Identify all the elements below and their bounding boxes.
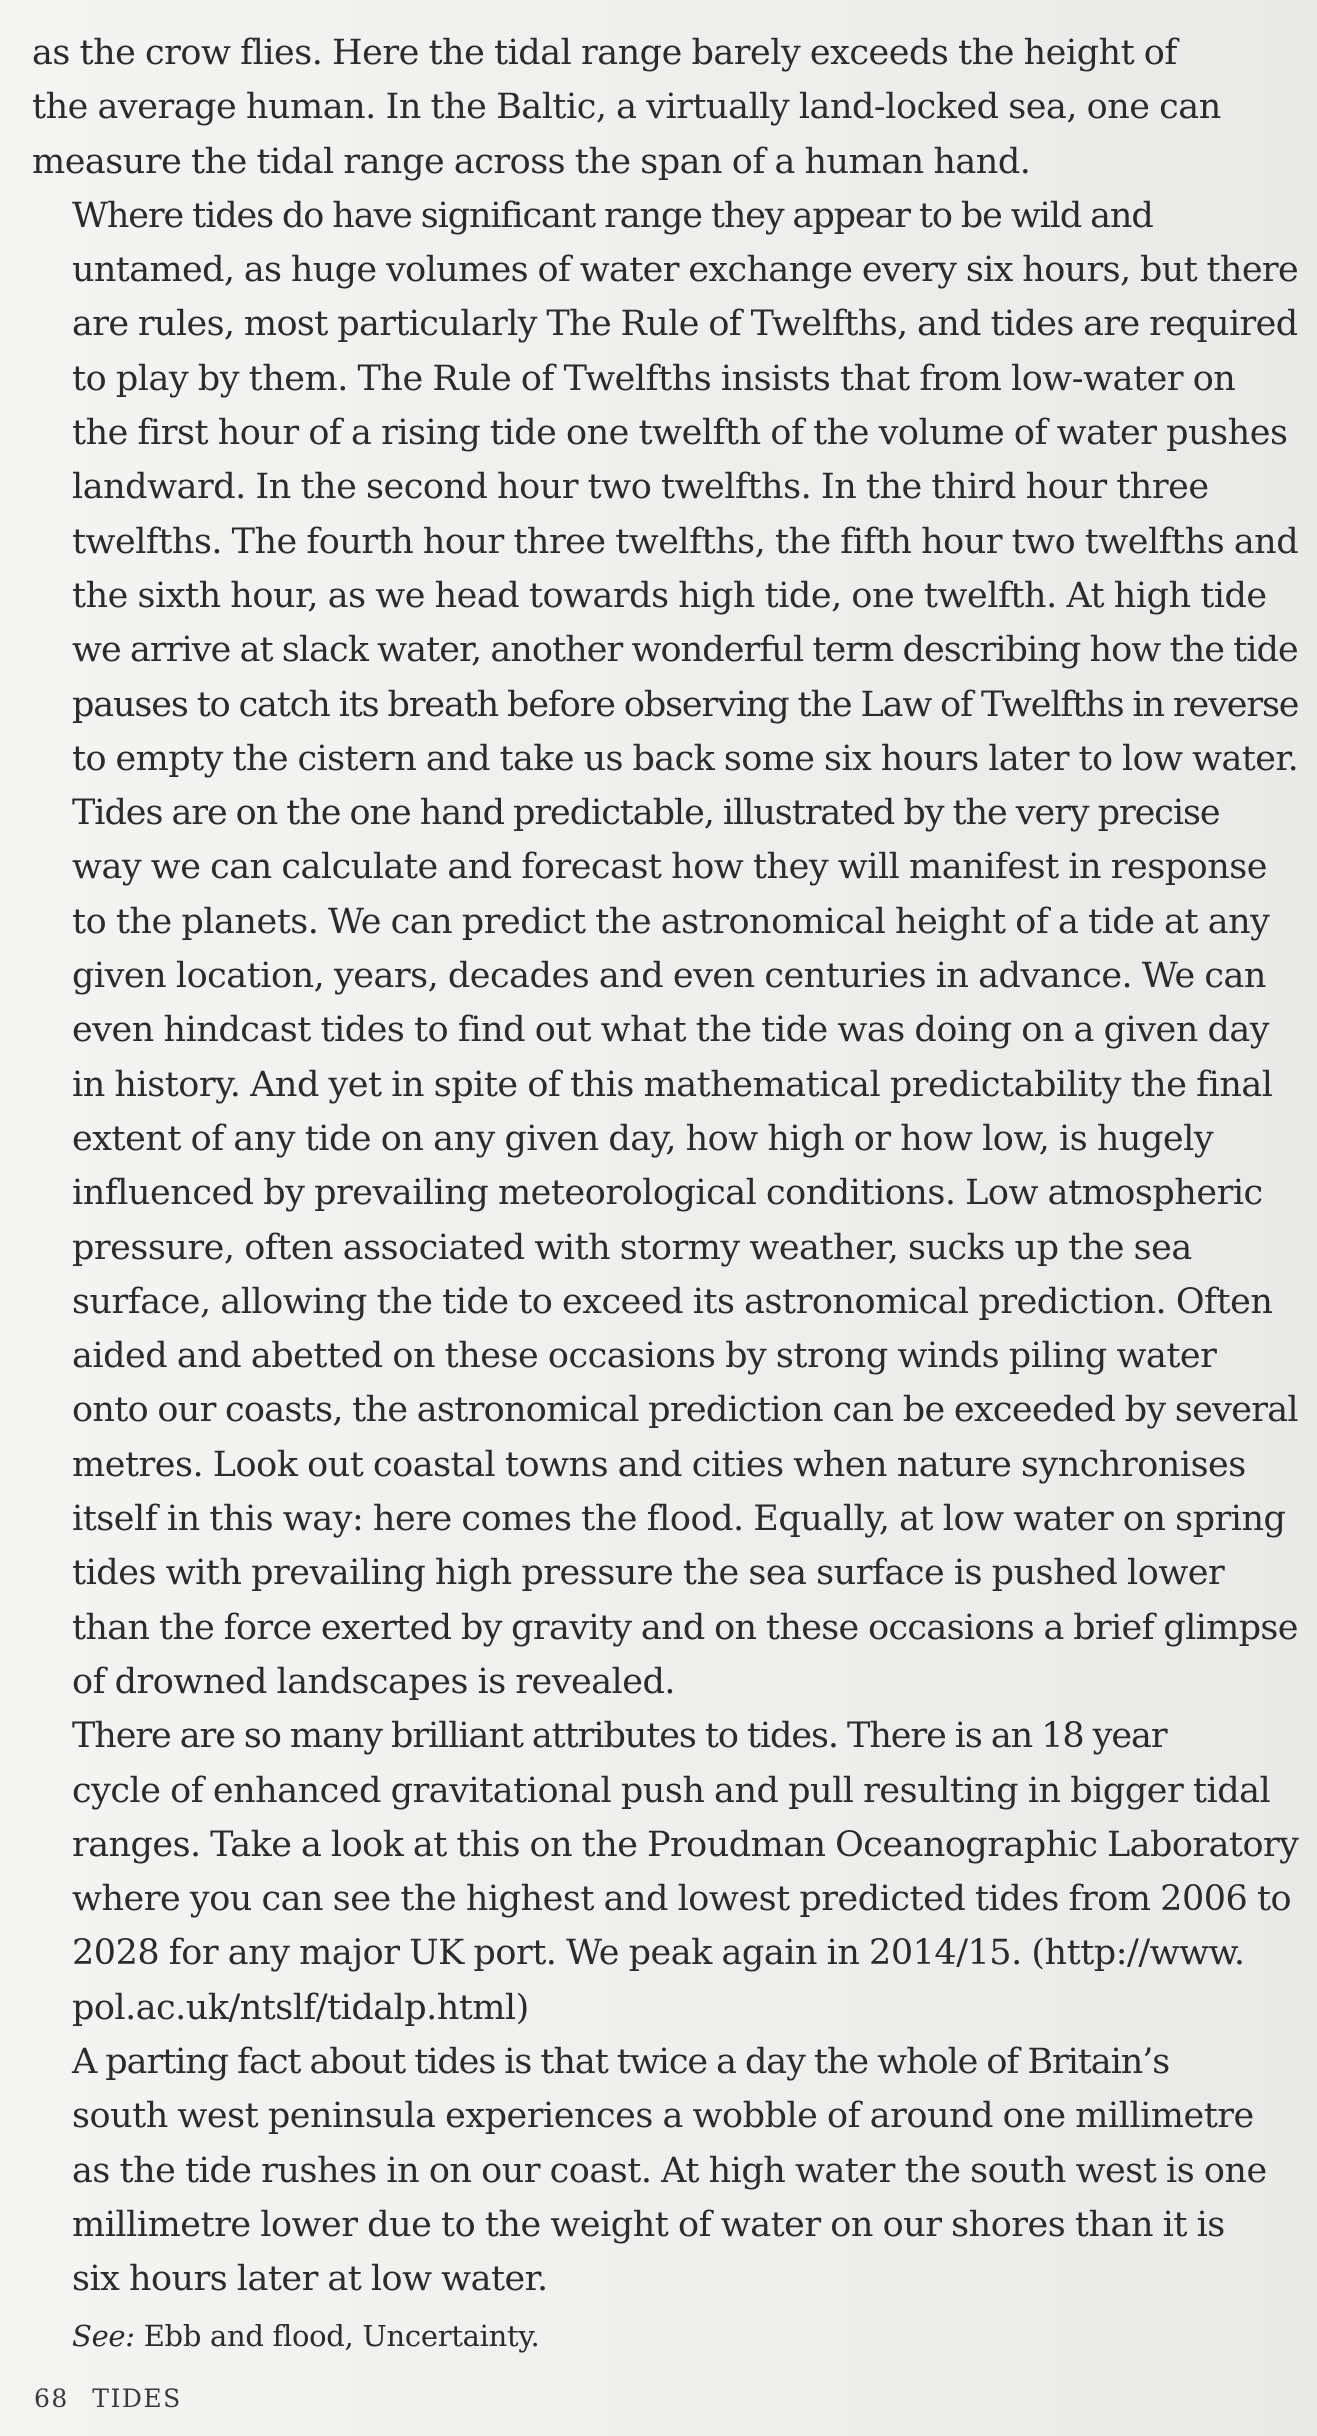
text-line: measure the tidal range across the span of a human hand.: [32, 141, 1031, 182]
text-line: we arrive at slack water, another wonderful term describing how the tide: [72, 630, 1298, 671]
text-line: of drowned landscapes is revealed.: [72, 1661, 675, 1702]
paragraph: [32, 2035, 1300, 2306]
article-text: [32, 26, 1300, 2306]
text-line: untamed, as huge volumes of water exchange every six hours, but there: [72, 250, 1299, 291]
text-line: where you can see the highest and lowest predicted tides from 2006 to: [72, 1879, 1292, 1920]
text-line: cycle of enhanced gravitational push and pull resulting in bigger tidal: [72, 1770, 1271, 1811]
text-line: as the crow flies. Here the tidal range barely exceeds the height of: [32, 33, 1177, 73]
paragraph: [32, 26, 1300, 189]
text-line: pauses to catch its breath before observing the Law of Twelfths in reverse: [72, 684, 1299, 725]
text-line: millimetre lower due to the weight of water on our shores than it is: [72, 2204, 1225, 2245]
text-line: given location, years, decades and even centuries in advance. We can: [72, 956, 1266, 997]
text-line: There are so many brilliant attributes to tides. There is an 18 year: [72, 1716, 1167, 1757]
text-line: landward. In the second hour two twelfths. In the third hour three: [72, 467, 1209, 508]
text-line: metres. Look out coastal towns and cities when nature synchronises: [72, 1444, 1246, 1485]
text-line: in history. And yet in spite of this mathematical predictability the final: [72, 1064, 1273, 1105]
text-line: pressure, often associated with stormy weather, sucks up the sea: [72, 1227, 1192, 1268]
text-line: as the tide rushes in on our coast. At high water the south west is one: [72, 2150, 1267, 2191]
page-number: 68: [34, 2384, 69, 2413]
text-line: south west peninsula experiences a wobble of around one millimetre: [72, 2096, 1254, 2137]
text-line: to empty the cistern and take us back some six hours later to low water.: [72, 738, 1299, 779]
text-line: are rules, most particularly The Rule of Twelfths, and tides are required: [72, 304, 1298, 345]
text-line: pol.ac.uk/ntslf/tidalp.html): [72, 1987, 529, 2028]
see-also-links: Ebb and flood, Uncertainty.: [143, 2319, 540, 2354]
see-also-label: See:: [72, 2319, 135, 2354]
text-line: twelfths. The fourth hour three twelfths, the fifth hour two twelfths and: [72, 521, 1299, 562]
text-line: the sixth hour, as we head towards high tide, one twelfth. At high tide: [72, 575, 1267, 616]
running-section-title: TIDES: [92, 2384, 182, 2413]
page-body: [32, 26, 1300, 2356]
text-line: Tides are on the one hand predictable, illustrated by the very precise: [72, 793, 1220, 834]
paragraph: [32, 1709, 1300, 2035]
text-line: influenced by prevailing meteorological conditions. Low atmospheric: [72, 1173, 1263, 1214]
text-line: onto our coasts, the astronomical prediction can be exceeded by several: [72, 1390, 1298, 1431]
see-also-reference: [72, 2316, 1300, 2356]
text-line: aided and abetted on these occasions by strong winds piling water: [72, 1336, 1217, 1377]
page-footer: [34, 2384, 182, 2413]
text-line: to play by them. The Rule of Twelfths insists that from low-water on: [72, 358, 1236, 399]
text-line: to the planets. We can predict the astronomical height of a tide at any: [72, 901, 1270, 942]
text-line: A parting fact about tides is that twice a day the whole of Britain’s: [72, 2041, 1170, 2082]
paragraph: [32, 189, 1300, 786]
text-line: the average human. In the Baltic, a virtually land-locked sea, one can: [32, 87, 1221, 128]
text-line: the first hour of a rising tide one twelfth of the volume of water pushes: [72, 413, 1288, 454]
paragraph: [32, 786, 1300, 1709]
text-line: six hours later at low water.: [72, 2259, 548, 2300]
text-line: ranges. Take a look at this on the Proudman Oceanographic Laboratory: [72, 1824, 1299, 1865]
text-line: extent of any tide on any given day, how high or how low, is hugely: [72, 1118, 1214, 1159]
text-line: itself in this way: here comes the flood. Equally, at low water on spring: [72, 1499, 1286, 1540]
text-line: than the force exerted by gravity and on these occasions a brief glimpse: [72, 1607, 1298, 1648]
text-line: way we can calculate and forecast how they will manifest in response: [72, 847, 1268, 888]
text-line: surface, allowing the tide to exceed its astronomical prediction. Often: [72, 1281, 1273, 1322]
text-line: tides with prevailing high pressure the sea surface is pushed lower: [72, 1553, 1225, 1594]
text-line: 2028 for any major UK port. We peak again in 2014/15. (http://www.: [72, 1933, 1245, 1974]
text-line: even hindcast tides to find out what the tide was doing on a given day: [72, 1010, 1270, 1051]
text-line: Where tides do have significant range they appear to be wild and: [72, 195, 1153, 236]
